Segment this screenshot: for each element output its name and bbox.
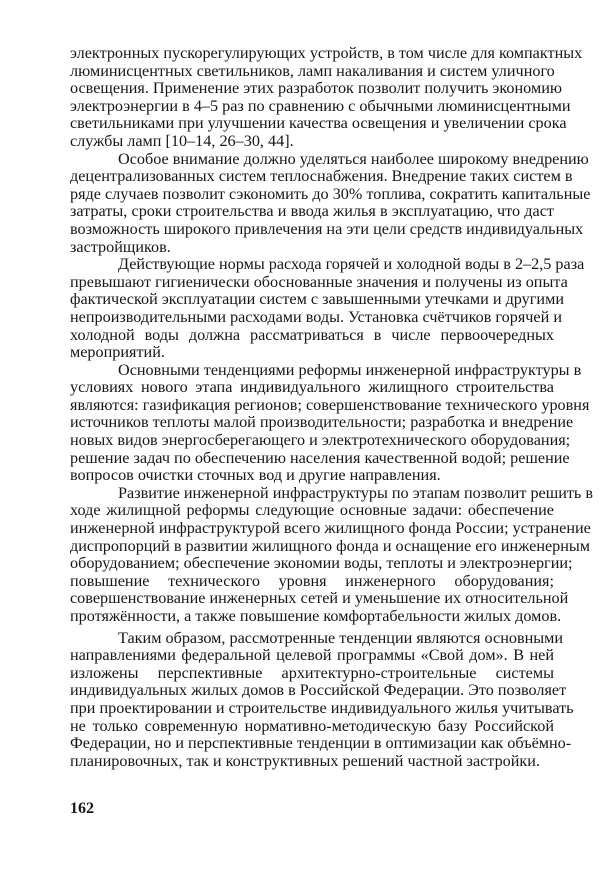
text-line: условиях нового этапа индивидуального жилищного строительства: [70, 378, 554, 397]
text-line: электроэнергии в 4–5 раз по сравнению с обычными люминисцентными: [70, 96, 571, 115]
text-line: затраты, сроки строительства и ввода жилья в эксплуатацию, что даст: [70, 202, 554, 221]
text-line: совершенствование инженерных сетей и уменьшение их относительной: [70, 589, 569, 608]
text-line: вопросов очистки сточных вод и другие направления.: [70, 466, 441, 485]
text-line: светильниками при улучшении качества освещения и увеличении срока: [70, 114, 567, 133]
text-line: фактической эксплуатации систем с завышенными утечками и другими: [70, 290, 564, 309]
text-line: превышают гигиенически обоснованные значения и получены из опыта: [70, 272, 568, 291]
text-line: при проектировании и строительстве индивидуального жилья учитывать: [70, 698, 574, 717]
text-line: повышение технического уровня инженерного оборудования;: [70, 571, 554, 590]
text-line: протяжённости, а также повышение комфортабельности жилых домов.: [70, 607, 562, 625]
text-line: освещения. Применение этих разработок позволит получить экономию: [70, 79, 562, 98]
paragraph: [70, 628, 574, 771]
text-line: не только современную нормативно-методическую базу Российской: [70, 716, 554, 735]
document-body: [70, 44, 594, 770]
text-line: источников теплоты малой производительности; разработка и внедрение: [70, 413, 574, 432]
text-line: инженерной инфраструктурой всего жилищного фонда России; устранение: [70, 519, 591, 538]
text-line: возможность широкого привлечения на эти цели средств индивидуальных: [70, 219, 584, 238]
text-line: холодной воды должна рассматриваться в числе первоочередных: [70, 325, 554, 344]
text-line: застройщиков.: [70, 237, 171, 256]
text-line: Таким образом, рассмотренные тенденции являются основными: [118, 628, 564, 647]
paragraph: [70, 44, 583, 151]
text-line: Федерации, но и перспективные тенденции в оптимизации как объёмно-: [70, 734, 572, 753]
text-line: диспропорций в развитии жилищного фонда и оснащение его инженерным: [70, 536, 591, 555]
text-line: люминисцентных светильников, ламп накаливания и систем уличного: [70, 61, 555, 80]
text-line: являются: газификация регионов; совершенствование технического уровня: [70, 395, 590, 414]
text-line: Действующие нормы расхода горячей и холодной воды в 2–2,5 раза: [118, 255, 585, 274]
paragraph: [70, 483, 594, 626]
text-line: непроизводительными расходами воды. Установка счётчиков горячей и: [70, 307, 562, 326]
paragraph: [70, 255, 585, 362]
text-line: индивидуальных жилых домов в Российской Федерации. Это позволяет: [70, 681, 567, 700]
text-line: новых видов энергосберегающего и электротехнического оборудования;: [70, 431, 571, 450]
text-line: планировочных, так и конструктивных решений частной застройки.: [70, 751, 541, 770]
text-line: Развитие инженерной инфраструктуры по этапам позволит решить в: [118, 483, 594, 502]
text-line: мероприятий.: [70, 343, 165, 362]
text-line: Основными тенденциями реформы инженерной инфраструктуры в: [118, 360, 582, 379]
text-line: ряде случаев позволит сэкономить до 30% топлива, сократить капитальные: [70, 184, 591, 203]
text-line: децентрализованных систем теплоснабжения. Внедрение таких систем в: [70, 167, 573, 186]
text-line: оборудованием; обеспечение экономии воды, теплоты и электроэнергии;: [70, 554, 573, 573]
paragraph: [70, 360, 590, 485]
page-number: 162: [70, 800, 94, 817]
text-line: службы ламп [10–14, 26–30, 44].: [70, 131, 294, 150]
paragraph: [70, 149, 591, 257]
text-line: электронных пускорегулирующих устройств, в том числе для компактных: [70, 44, 583, 62]
text-line: Особое внимание должно уделяться наиболее широкому внедрению: [118, 149, 589, 168]
text-line: изложены перспективные архитектурно-строительные системы: [70, 663, 554, 682]
text-line: направлениями федеральной целевой программы «Свой дом». В ней: [70, 646, 554, 665]
text-line: решение задач по обеспечению населения качественной водой; решение: [70, 448, 570, 467]
text-line: ходе жилищной реформы следующие основные задачи: обеспечение: [70, 501, 554, 520]
